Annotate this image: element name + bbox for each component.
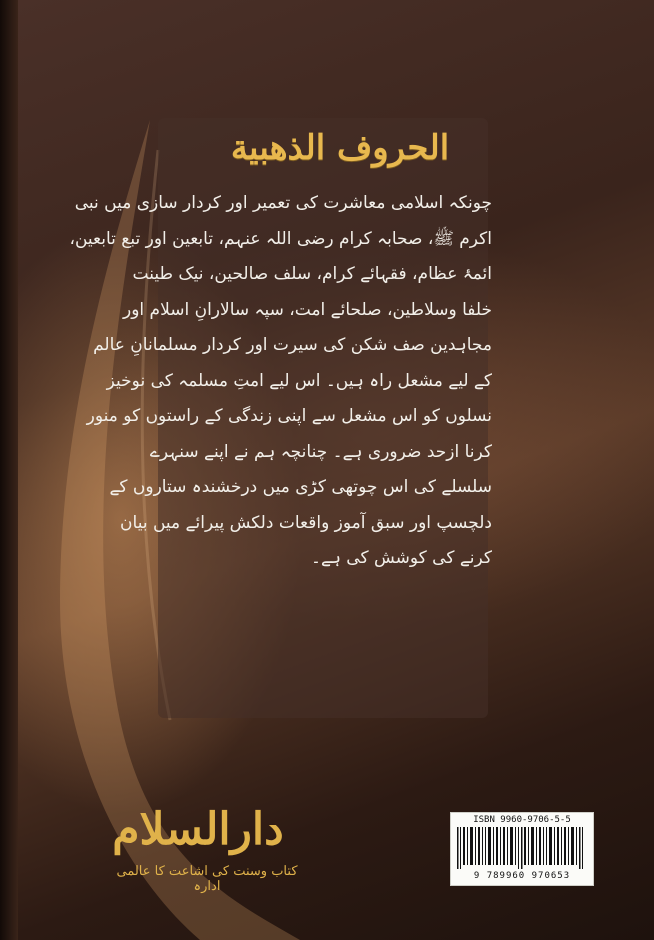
ean-digits: 9 789960 970653	[473, 871, 571, 881]
description-line: کرنا ازحد ضروری ہے۔ چنانچہ ہم نے اپنے سنہرے	[149, 441, 492, 462]
description-line: چونکہ اسلامی معاشرت کی تعمیر اور کردار سازی میں نبی	[74, 193, 492, 213]
barcode-bars	[457, 827, 587, 869]
description-line: نسلوں کو اس مشعل سے اپنی زندگی کے راستوں کو منور	[86, 406, 492, 426]
description-line: اکرم ﷺ، صحابہ کرام رضی اللہ عنہم، تابعین اور تبع تابعین،	[69, 228, 492, 249]
description-line: دلچسپ اور سبق آموز واقعات دلکش پیرائے میں بیان	[120, 512, 492, 533]
description-line: ائمۂ عظام، فقہائے کرام، سلف صالحین، نیک طینت	[132, 264, 492, 284]
description-line: مجاہدین صف شکن کی سیرت اور کردار مسلمانانِ عالم	[93, 335, 492, 355]
description-line: سلسلے کی اس چوتھی کڑی میں درخشندہ ستاروں کے	[109, 477, 492, 497]
description-text	[69, 186, 492, 577]
description-line: کے لیے مشعل راہ ہیں۔ اس لیے امتِ مسلمہ کی نوخیز	[106, 370, 492, 391]
publisher-logo: دارالسلام	[112, 804, 284, 855]
publisher-tagline: کتاب وسنت کی اشاعت کا عالمی ادارہ	[116, 864, 298, 894]
isbn-barcode	[450, 812, 594, 886]
isbn-label: ISBN 9960-9706-5-5	[473, 815, 571, 825]
description-line: کرنے کی کوشش کی ہے۔	[311, 548, 492, 568]
description-line: خلفا وسلاطین، صلحائے امت، سپہ سالارانِ اسلام اور	[123, 299, 492, 320]
book-title: الحروف الذهبية	[230, 128, 450, 168]
